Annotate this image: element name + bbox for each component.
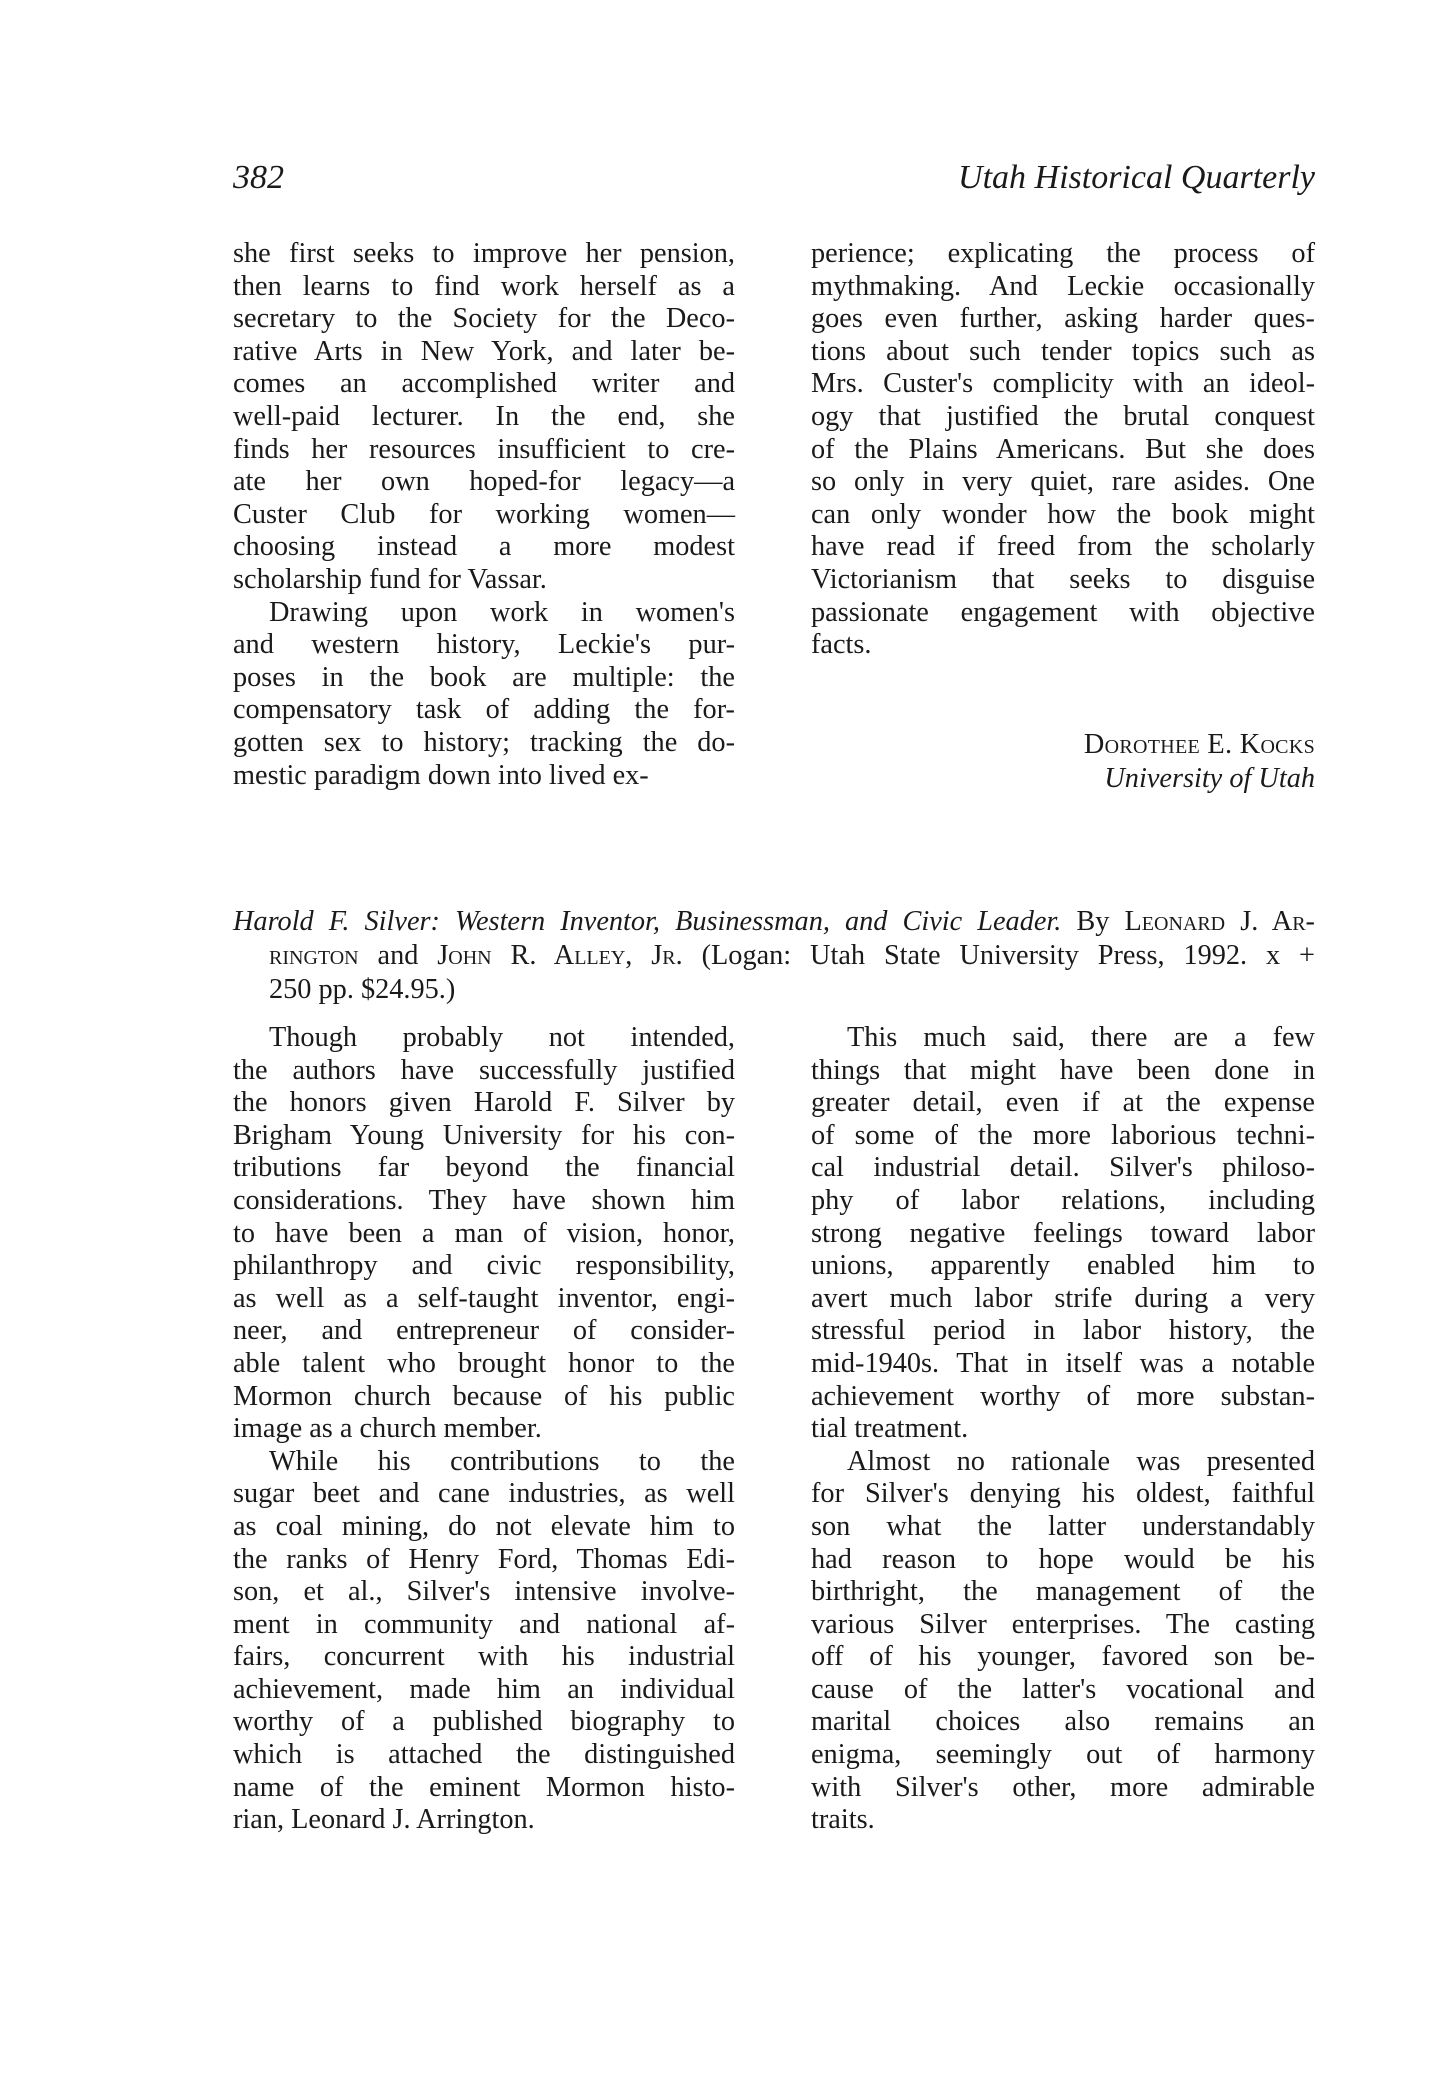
text-line: have read if freed from the scholarly [811,531,1315,563]
text-line: fairs, concurrent with his industrial [233,1641,735,1673]
text-line: image as a church member. [233,1413,542,1445]
text-line: ate her own hoped-for legacy—a [233,466,735,498]
text-line: birthright, the management of the [811,1576,1315,1608]
text-line: off of his younger, favored son be- [811,1641,1315,1673]
previous-review-left-column [233,238,735,792]
text-line: worthy of a published biography to [233,1706,735,1738]
text-line: can only wonder how the book might [811,498,1315,530]
text-line: son, et al., Silver's intensive involve- [233,1576,735,1608]
text-line: she first seeks to improve her pension, [233,238,735,269]
text-line: neer, and entrepreneur of consider- [233,1315,735,1347]
text-line: as coal mining, do not elevate him to [233,1510,735,1542]
text-line: unions, apparently enabled him to [811,1250,1315,1282]
text-line: philanthropy and civic responsibility, [233,1250,735,1282]
text-line: greater detail, even if at the expense [811,1087,1315,1119]
text-line: This much said, there are a few [847,1022,1315,1053]
text-line: son what the latter understandably [811,1510,1315,1542]
text-line: with Silver's other, more admirable [811,1771,1315,1803]
text-line: Custer Club for working women— [233,498,735,530]
text-line: of the Plains Americans. But she does [811,433,1315,465]
text-line: various Silver enterprises. The casting [811,1608,1315,1640]
text-line: the ranks of Henry Ford, Thomas Edi- [233,1543,735,1575]
text-line: scholarship fund for Vassar. [233,563,547,595]
text-line: achievement worthy of more substan- [811,1380,1315,1412]
text-line: goes even further, asking harder ques- [811,303,1315,335]
text-line: passionate engagement with objective [811,596,1315,628]
text-line: then learns to find work herself as a [233,270,735,302]
text-line: Mormon church because of his public [233,1380,735,1412]
text-line: facts. [811,629,872,661]
author-1-part-1: Leonard J. Ar- [1124,906,1315,937]
text-line: ment in community and national af- [233,1608,735,1640]
text-line: able talent who brought honor to the [233,1347,735,1379]
review-heading [233,905,1315,1007]
text-line: as well as a self-taught inventor, engi- [233,1282,735,1314]
text-line: Almost no rationale was presented [847,1445,1315,1477]
heading-line-3: 250 pp. $24.95.) [269,974,456,1005]
author-1-part-2: rington [269,940,359,971]
heading-line-1 [233,905,1315,939]
text-line: marital choices also remains an [811,1706,1315,1738]
journal-title: Utah Historical Quarterly [958,159,1315,196]
text-line: so only in very quiet, rare asides. One [811,466,1315,498]
text-line: ogy that justified the brutal conquest [811,400,1315,432]
text-line: perience; explicating the process of [811,238,1315,269]
text-line: things that might have been done in [811,1054,1315,1086]
reviewer-name: Dorothee E. Kocks [1083,729,1315,760]
text-line: gotten sex to history; tracking the do- [233,726,735,758]
by-word: By [1076,906,1110,937]
text-line: considerations. They have shown him [233,1184,735,1216]
text-line: sugar beet and cane industries, as well [233,1478,735,1510]
text-line: Victorianism that seeks to disguise [811,563,1315,595]
book-title: Harold F. Silver: Western Inventor, Businessman, and Civic Leader. [233,906,1062,937]
text-line: compensatory task of adding the for- [233,694,735,726]
text-line: tions about such tender topics such as [811,335,1315,367]
text-line: cause of the latter's vocational and [811,1673,1315,1705]
text-line: achievement, made him an individual [233,1673,735,1705]
text-line: cal industrial detail. Silver's philoso- [811,1152,1315,1184]
review-right-column [811,1022,1315,1837]
text-line: which is attached the distinguished [233,1739,735,1771]
text-line: name of the eminent Mormon histo- [233,1771,735,1803]
text-line: rative Arts in New York, and later be- [233,335,735,367]
review-left-column [233,1022,735,1837]
text-line: and western history, Leckie's pur- [233,629,735,661]
text-line: finds her resources insufficient to cre- [233,433,735,465]
text-line: Mrs. Custer's complicity with an ideol- [811,368,1315,400]
text-line: of some of the more laborious techni- [811,1119,1315,1151]
text-line: stressful period in labor history, the [811,1315,1315,1347]
text-line: had reason to hope would be his [811,1543,1315,1575]
text-line: mythmaking. And Leckie occasionally [811,270,1315,302]
text-line: rian, Leonard J. Arrington. [233,1804,535,1836]
and-word: and [377,940,419,971]
text-line: strong negative feelings toward labor [811,1217,1315,1249]
text-line: mid-1940s. That in itself was a notable [811,1347,1315,1379]
publication-info-part-1: (Logan: Utah State University Press, 1992. x + [701,940,1316,971]
text-line: mestic paradigm down into lived ex- [233,759,649,791]
text-line: avert much labor strife during a very [811,1282,1315,1314]
text-line: Though probably not intended, [269,1022,735,1053]
text-line: While his contributions to the [269,1445,735,1477]
text-line: to have been a man of vision, honor, [233,1217,735,1249]
heading-line-2 [233,939,1315,973]
previous-review-right-column [811,238,1315,662]
text-line: the honors given Harold F. Silver by [233,1087,735,1119]
text-line: enigma, seemingly out of harmony [811,1739,1315,1771]
text-line: Brigham Young University for his con- [233,1119,735,1151]
reviewer-signature [1084,728,1315,796]
reviewer-affiliation: University of Utah [1104,763,1315,794]
page-number: 382 [233,159,284,196]
text-line: poses in the book are multiple: the [233,661,735,693]
author-2: John R. Alley, Jr. [437,940,683,971]
text-line: well-paid lecturer. In the end, she [233,400,735,432]
text-line: tial treatment. [811,1413,969,1445]
text-line: secretary to the Society for the Deco- [233,303,735,335]
text-line: traits. [811,1804,875,1836]
text-line: Drawing upon work in women's [269,596,735,628]
text-line: comes an accomplished writer and [233,368,735,400]
text-line: phy of labor relations, including [811,1184,1315,1216]
text-line: choosing instead a more modest [233,531,735,563]
text-line: for Silver's denying his oldest, faithful [811,1478,1315,1510]
text-line: the authors have successfully justified [233,1054,735,1086]
text-line: tributions far beyond the financial [233,1152,735,1184]
